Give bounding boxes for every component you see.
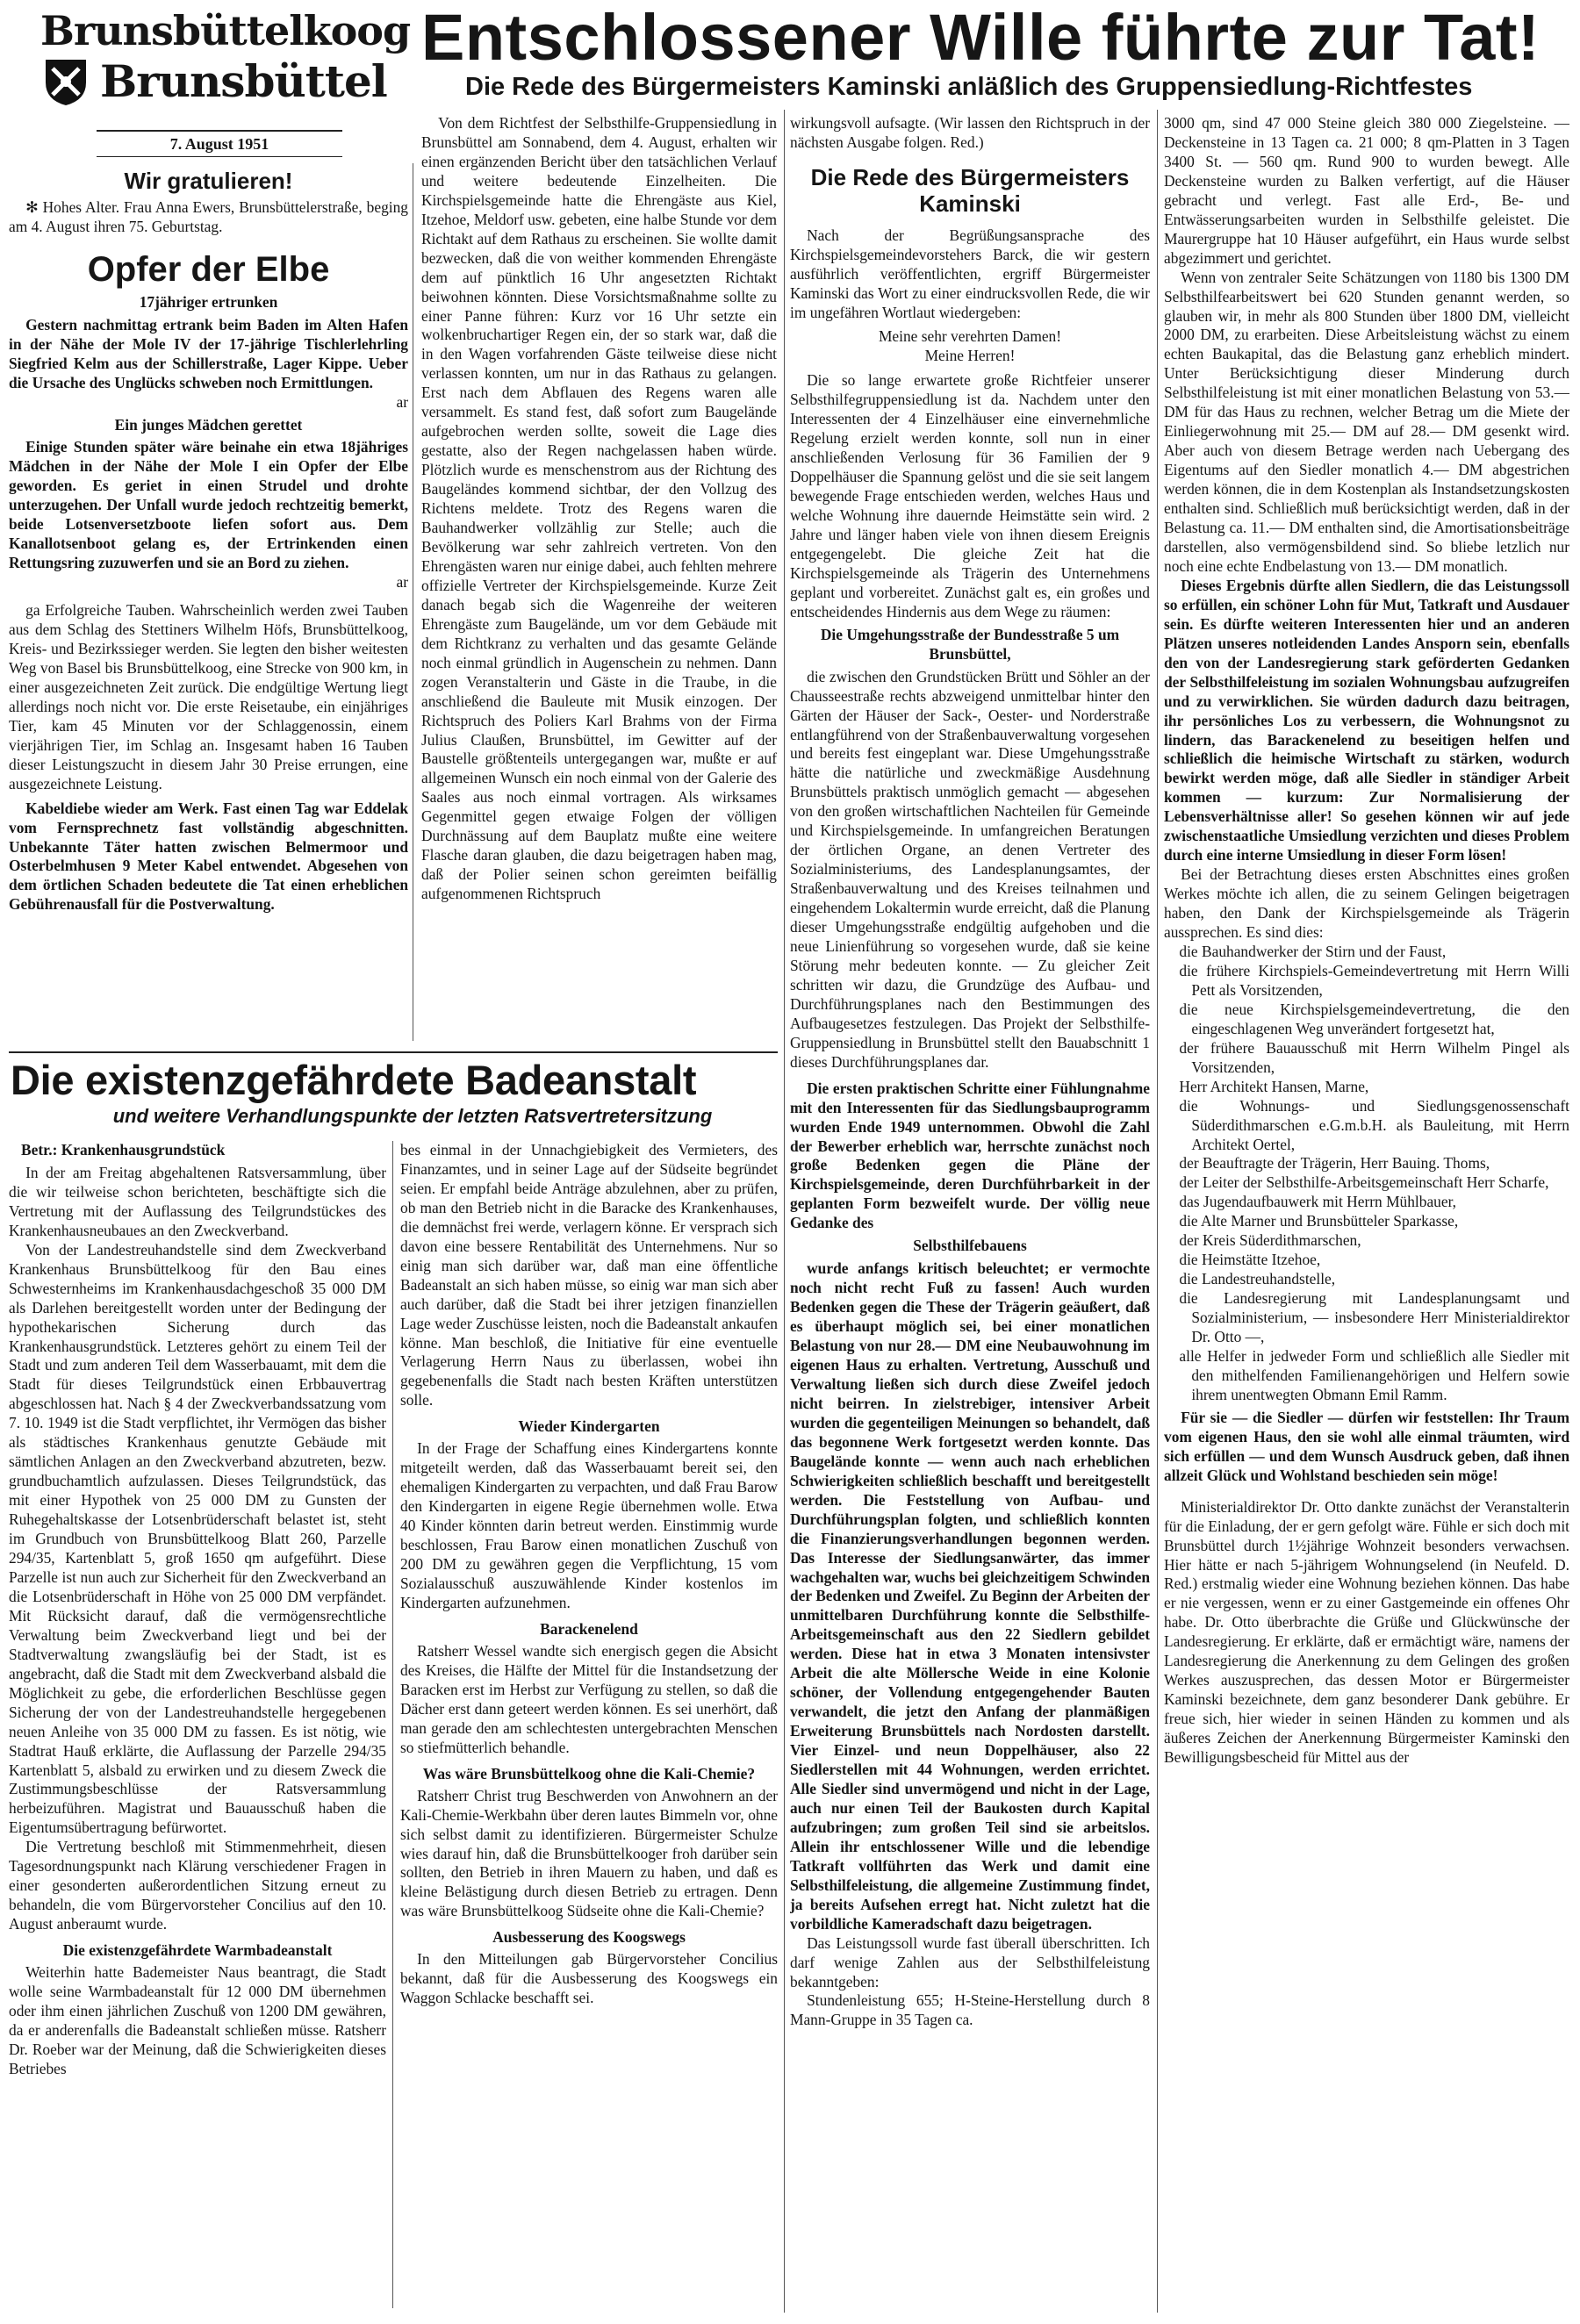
- thanks-item: die frühere Kirchspiels-Gemeindevertretung mit Herrn Willi Pett als Vorsitzenden,: [1179, 961, 1569, 999]
- bath2-p3: Ratsherr Wessel wandte sich energisch gegen die Absicht des Kreises, die Hälfte der Mittel für die Instandsetzung der Baracken erst im Herbst zur Verfügung zu stellen, so daß die Dächer erst dann geteert werden können. Es sei unerhört, daß man gerade den am schlechtesten untergebrachten Menschen so stiefmütterlich behandle.: [400, 1641, 778, 1756]
- speech-sub-1: Die Umgehungsstraße der Bundesstraße 5 um Brunsbüttel,: [820, 625, 1120, 663]
- speech-col3-p5: Für sie — die Siedler — dürfen wir feststellen: Ihr Traum vom eigenen Haus, den sie wohl alle einmal träumten, wird sich erfüllen — und dem Wunsch Ausdruck geben, daß ihnen allzeit Glück und Wohlstand beschieden sein möge!: [1164, 1408, 1569, 1484]
- girl-signature: ar: [396, 573, 408, 592]
- elbe-signature: ar: [396, 392, 408, 411]
- bath-headline: Die existenzgefährdete Badeanstalt: [11, 1057, 697, 1103]
- elbe-text: Gestern nachmittag ertrank beim Baden im Alten Hafen in der Nähe der Mole IV der 17-jährige Tischlerlehrling Siegfried Kelm aus der Schillerstraße, Lager Kippe. Ueber die Ursache des Unglücks schweben noch Ermittlungen.: [9, 315, 408, 391]
- thanks-item: Herr Architekt Hansen, Marne,: [1179, 1077, 1369, 1095]
- lead-headline: Entschlossener Wille führte zur Tat!: [421, 1, 1540, 74]
- thanks-item: die Landestreuhandstelle,: [1179, 1270, 1336, 1288]
- bath2-sub-koogsweg: Ausbesserung des Koogswegs: [492, 1928, 686, 1947]
- speech-col3-p1: 3000 qm, sind 47 000 Steine gleich 380 000 Ziegelsteine. — Deckensteine in 13 Tagen ca. 21 000; 8 qm-Platten in 3 Tagen 3400 St. — 560 qm. Rund 900 to wurden bewegt. Alle Deckensteine wurden zu Balken verfertigt, auf die Häuser gebracht und verlegt. Fast alle Erd-, Be- und Entwässerungsarbeiten wurden in Selbsthilfe geleistet. Die Maurergruppe hat 10 Häuser aufgeführt, ein Haus wurde selbst abgezimmert und gerichtet.: [1164, 114, 1569, 267]
- speech-p5: wurde anfangs kritisch beleuchtet; er vermochte noch nicht recht Fuß zu fassen! Auch wurden Bedenken gegen die These der Trägerin geäußert, daß es überhaupt möglich sei, bei einer monatlichen Belastung von nur 28.— DM eine Neubauwohnung im eigenen Haus zu erhalten. Vertretung, Ausschuß und Verwaltung ließen sich durch diese Zweifel jedoch nicht beirren. In zielstrebiger, intensiver Arbeit wurden die gegenteiligen Meinungen so behandelt, daß das begonnene Werk fortgesetzt werden konnte. Das Baugelände konnte — wenn auch nach erheblichen Schwierigkeiten schließlich beschafft und bereitgestellt werden. Die Feststellung von Aufbau- und Durchführungsplan folgten, und schließlich konnten die Finanzierungsverhandlungen begonnen werden. Das Interesse der Siedlungsanwärter, das immer wachgehalten war, wuchs bei gleichzeitigem Schwinden der Bedenken und Zweifel. Zu Beginn der Arbeiten der unmittelbaren Durchführung konnte die Selbsthilfe-Arbeitsgemeinschaft aus den 22 Siedlern gebildet werden. Diese hat in etwa 3 Monaten intensivster Arbeit die alte Möllersche Weide in eine Kolonie schöner, der Vollendung entgegengehender Bauten verwandelt, die jetzt den Anfang der planmäßigen Erweiterung Brunsbüttels nach Nordosten darstellt. Vier Einzel- und neun Doppelhäuser, also 22 Siedlerstellen mit 44 Wohnungen, werden errichtet. Alle Siedler sind unvermögend und nicht in der Lage, auch nur einen Teil der Baukosten durch Kapital aufzubringen; zum großen Teil sind sie arbeitslos. Allein ihr entschlossener Wille und die lebendige Tatkraft vollführten das Werk und damit eine Selbsthilfeleistung, die allgemeine Zustimmung findet, ja bereits Aufsehen erregt hat. Nicht zuletzt hat die vorbildliche Kameradschaft dazu beigetragen.: [790, 1259, 1150, 1933]
- speech-p2: Die so lange erwartete große Richtfeier unserer Selbsthilfegruppensiedlung ist da. Nachdem unter den Interessenten der 4 Einzelhäuser eine einvernehmliche Regelung erzielt werden konnte, soll nun in einer anschließenden Verlosung für 36 Familien der 9 Doppelhäuser die Spannung gelöst und die sie seit langem bewegende Frage entschieden werden, welches Haus und welche Wohnung ihre dauernde Heimstätte sein wird. 2 Jahre und länger haben viele von ihnen diesem Ereignis entgegengelebt. Die gleiche Zeit hat die Kirchspielsgemeinde als Trägerin des Unternehmens geplant und vorbereitet. Zunächst galt es, ein großes und entscheidendes Hindernis aus dem Wege zu räumen:: [790, 371, 1150, 620]
- bath2-p2: In der Frage der Schaffung eines Kindergartens konnte mitgeteilt werden, daß das Wasserbauamt bereit sei, den ehemaligen Kindergarten zu verpachten, und daß Frau Barow den Kindergarten in eigene Regie übernehmen wolle. Etwa 40 Kinder könnten darin betreut werden. Einstimmig wurde beschlossen, Frau Barow einen monatlichen Zuschuß von 200 DM zu gewähren gegen die Verpflichtung, 15 vom Sozialausschuß auszuwählende Kinder kostenlos im Kindergarten aufzunehmen.: [400, 1439, 778, 1611]
- issue-date: 7. August 1951: [169, 135, 269, 153]
- speech-p4: Die ersten praktischen Schritte einer Fühlungnahme mit den Interessenten für das Siedlungsbauprogramm wurden Ende 1949 unternommen. Obwohl die Zahl der Bewerber erheblich war, herrschte zunächst noch große Bedenken gegen die Pläne der Kirchspielsgemeinde, deren Durchführbarkeit in der geplanten Form bezweifelt wurde. Der völlig neue Gedanke des: [790, 1079, 1150, 1232]
- coat-of-arms-icon: [40, 56, 91, 107]
- bath-betr: Betr.: Krankenhausgrundstück: [21, 1141, 226, 1158]
- speech-greeting-2: Meine Herren!: [924, 347, 1016, 365]
- speech-p7: Stundenleistung 655; H-Steine-Herstellung durch 8 Mann-Gruppe in 35 Tagen ca.: [790, 1991, 1150, 2029]
- girl-title: Ein junges Mädchen gerettet: [114, 415, 303, 434]
- bath-column-1: [9, 1141, 386, 2317]
- elbe-title: Opfer der Elbe: [87, 249, 330, 289]
- speech-col3-p3: Dieses Ergebnis dürfte allen Siedlern, die das Leistungssoll so erfüllen, ein schöner Lohn für Mut, Tatkraft und Ausdauer sein. Es dürfte weiteren Interessenten hier und an anderen Plätzen unseres notleidenden Landes Ansporn sein, ebenfalls den von der Landesregierung stark geförderten Gedanken der Selbsthilfeleistung im sozialen Wohnungsbau aufzugreifen und zu verwirklichen. Sie würden dadurch dazu beitragen, ihr persönliches Los zu verbessern, die Wohnungsnot zu lindern, das Barackenelend zu beseitigen helfen und schließlich die heimische Wirtschaft zu stärken, wodurch bewirkt werden möge, daß alle Siedler in ständiger Arbeit kommen — kurzum: Zur Normalisierung der Lebensverhältnisse aller! So gesehen können wir auf jede zwischenstaatliche Umsiedlung verzichten und dieses Problem durch eine interne Umsiedlung in dieser Form lösen!: [1164, 576, 1569, 864]
- thanks-item: das Jugendaufbauwerk mit Herrn Mühlbauer,: [1179, 1193, 1457, 1211]
- thanks-item: alle Helfer in jedweder Form und schließlich alle Siedler mit den mithelfenden Familienangehörigen und Helfern sowie ihrem unentwegten Obmann Emil Ramm.: [1179, 1347, 1569, 1403]
- speech-sub-2: Selbsthilfebauens: [913, 1237, 1027, 1255]
- bath-p1: In der am Freitag abgehaltenen Ratsversammlung, über die wir teilweise schon berichteten, beschäftigte sich die Vertretung mit der Auflassung des Teilgrundstückes des Krankenhausneubaues an den Zweckverband.: [9, 1163, 386, 1239]
- girl-text: Einige Stunden später wäre beinahe ein etwa 18jähriges Mädchen in der Nähe der Mole I ein Opfer der Elbe geworden. Es geriet in einen Strudel und drohte unterzugehen. Der Unfall wurde jedoch rechtzeitig bemerkt, beide Lotsenversetzboote liefen sofort aus. Dem Kanallotsenboot gelang es, der Ertrinkenden einen Rettungsring zuzuwerfen und sie an Bord zu ziehen.: [9, 438, 408, 572]
- thanks-item: die Alte Marner und Brunsbütteler Sparkasse,: [1179, 1212, 1459, 1230]
- thanks-item: die Heimstätte Itzehoe,: [1179, 1251, 1321, 1269]
- bath-column-2: [400, 1141, 778, 2317]
- thanks-item: der Kreis Süderdithmarschen,: [1179, 1231, 1361, 1250]
- thanks-list: [1164, 943, 1569, 1405]
- lead-column-2: [790, 114, 1150, 2317]
- thanks-item: die Bauhandwerker der Stirn und der Faust,: [1179, 942, 1447, 960]
- elbe-subtitle: 17jähriger ertrunken: [139, 292, 278, 311]
- left-news-column: [9, 163, 408, 1046]
- thanks-item: die neue Kirchspielsgemeindevertretung, die den eingeschlagenen Weg unverändert fortgesetzt hat,: [1179, 1000, 1569, 1037]
- lead-column-1: [421, 114, 777, 1046]
- thanks-item: die Wohnungs- und Siedlungsgenossenschaft Süderdithmarschen e.G.m.b.H. als Bauleitung, mit Herrn Architekt Oertel,: [1179, 1096, 1569, 1153]
- speech-p3: die zwischen den Grundstücken Brütt und Söhler an der Chausseestraße rechts abzweigend unmittelbar hinter den Gärten der Häuser der Sack-, Oester- und Norderstraße entlangführend von der Straßenbauverwaltung vorgesehen und bereits fest eingeplant war. Diese Umgehungsstraße hätte die natürliche und zweckmäßige Ausdehnung Brunsbüttels praktisch unmöglich gemacht — abgesehen von den großen wirtschaftlichen Nachteilen für Gemeinde und Kirchspielsgemeinde. In umfangreichen Beratungen der örtlichen Organe, an denen Vertreter des Sozialministeriums, des Landesplanungsamtes, der Straßenbauverwaltung und des Kreises teilnahmen und eingehendem Lokaltermin wurde erreicht, daß die Planung dieser Umgehungsstraße endgültig aufgehoben und die neue Linienführung so vorgesehen wurde, daß sie keine Störung mehr bedeuten konnte. — Zu gleicher Zeit schritten wir dazu, die Grundzüge des Aufbau- und Durchführungsplanes nach den Bestimmungen des Aufbaugesetzes festzulegen. Das Projekt der Selbsthilfe-Gruppensiedlung in Brunsbüttel stellt den Bauabschnitt 1 dieses Durchführungsplanes dar.: [790, 667, 1150, 1071]
- speech-greeting-1: Meine sehr verehrten Damen!: [878, 327, 1062, 346]
- bath-subheadline: und weitere Verhandlungspunkte der letzten Ratsvertretersitzung: [112, 1105, 713, 1127]
- speech-col3-p2: Wenn von zentraler Seite Schätzungen von 1180 bis 1300 DM Selbsthilfearbeitswert bei 620 Stunden genannt werden, so glauben wir, in mehr als 800 Stunden über 1800 DM, vielleicht 2000 DM, zu erarbeiten. Diese Arbeitsleistung wächst zu einem echten Baukapital, das die Belastung ganz erheblich mindert. Unter Berücksichtigung dieser Minderung durch Selbsthilfeleistung ist mit einer monatlichen Belastung von 53.— DM für das Haus zu rechnen, welcher Betrag um die Miete der Einliegerwohnung mit 25.— DM auf 28.— DM gesenkt wird. Aber auch von diesem Betrage werden nach Uebergang des Eigentums auf den Siedler monatlich 4.— DM abgestrichen werden können, die in dem Kostenplan als Instandsetzungskosten enthalten sind. Schließlich muß berücksichtigt werden, daß in der Belastung ca. 11.— DM enthalten sind, die Amortisationsbeiträge darstellen, also vermögensbildend sind. So bliebe letzlich nur noch eine echte Endbelastung von 13.— DM monatlich.: [1164, 268, 1569, 575]
- lead-col2-intro: wirkungsvoll aufsagte. (Wir lassen den Richtspruch in der nächsten Ausgabe folgen. Red.): [790, 114, 1150, 151]
- speech-headline: Die Rede des Bürgermeisters Kaminski: [810, 163, 1130, 217]
- thanks-item: der frühere Bauausschuß mit Herrn Wilhelm Pingel als Vorsitzenden,: [1179, 1038, 1569, 1076]
- bath2-sub-barracks: Barackenelend: [540, 1619, 638, 1638]
- speech-col3-p4: Bei der Betrachtung dieses ersten Abschnittes eines großen Werkes möchte ich allen, die zu seinem Gelingen beigetragen haben, den Dank der Kirchspielsgemeinde als Trägerin aussprechen. Es sind dies:: [1164, 865, 1569, 942]
- masthead-title-2: Brunsbüttel: [100, 55, 387, 107]
- lead-subheadline: Die Rede des Bürgermeisters Kaminski anläßlich des Gruppensiedlung-Richtfestes: [465, 73, 1473, 101]
- masthead-title-1: Brunsbüttelkoog: [40, 7, 411, 54]
- bath2-p5: In den Mitteilungen gab Bürgervorsteher Concilius bekannt, daß für die Ausbesserung des Koogswegs ein Waggon Schlacke beschafft sei.: [400, 1950, 778, 2007]
- speech-p1: Nach der Begrüßungsansprache des Kirchspielsgemeindevorstehers Barck, die wir gestern ausführlich veröffentlichten, ergriff Bürgermeister Kaminski das Wort zu einer eindrucksvollen Rede, die wir im ungefähren Wortlaut wiedergeben:: [790, 226, 1150, 321]
- bath-p3: Die Vertretung beschloß mit Stimmenmehrheit, diesen Tagesordnungspunkt nach Klärung verschiedener Fragen in einer gesonderten außerordentlichen Sitzung erneut zu behandeln, die vom Bürgervorsteher Concilius auf den 10. August anberaumt wurde.: [9, 1838, 386, 1933]
- bath-p2: Von der Landestreuhandstelle sind dem Zweckverband Krankenhaus Brunsbüttelkoog für den Bau eines Schwesternheims im Krankenhausdachgeschoß 35 000 DM als Darlehen bereitgestellt worden unter der Bedingung der hypothekarischen Sicherung durch das Krankenhausgrundstück. Letzteres gehört zu einem Teil der Stadt und zum anderen Teil dem Wasserbauamt, mit dem die Stadt für dieses Teilgrundstück einen Erbbauvertrag abgeschlossen hat. Nach § 4 der Zweckverbandssatzung vom 7. 10. 1949 ist die Stadt verpflichtet, ihr Vermögen das bisher als städtisches Krankenhaus genutzte Gebäude mit sämtlichen Anlagen an den Zweckverband abzutreten, bezw. grundbuchamtlich aufzulassen. Dieses Teilgrundstück, das mit einer Hypothek von 25 000 DM zu Gunsten der Ruhegehaltskasse der Lotsenbrüderschaft belastet ist, steht im Grundbuch von Brunsbüttelkoog Blatt 260, Parzelle 294/35, Kartenblatt 5, groß 1650 qm aufgeführt. Diese Parzelle ist nun auch zur Sicherheit für den Zweckverband an die Lotsenbrüderschaft in Höhe von 25 000 DM verpfändet. Mit Rücksicht darauf, daß die vermögensrechtliche Verwaltung beim Zweckverband liegt und bei der Stadtverwaltung zwangsläufig bei der Stadt, ist es angebracht, daß die Stadt mit dem Zweckverband alsbald die Möglichkeit zu gebe, die erforderlichen Beschlüsse gegen Sicherung der von der Landestreuhandstelle hergegebenen neuen Anleihe von 35 000 DM zu fassen. Es ist nötig, wie Stadtrat Hauß erklärte, die Auflassung der Parzelle 294/35 Kartenblatt 5, alsbald zu erwirken und zu diesem Zweck die Zustimmungsbeschlüsse der Ratsversammlung herbeizuführen. Magistrat und Bauausschuß haben die Eigentumsübertragung befürwortet.: [9, 1240, 386, 1837]
- bath-p4: Weiterhin hatte Bademeister Naus beantragt, die Stadt wolle seine Warmbadeanstalt für 12 000 DM übernehmen oder ihm einen jährlichen Zuschuß von 1200 DM gewähren, da er anderenfalls die Badeanstalt schließen müsse. Ratsherr Dr. Roeber war der Meinung, daß die Schwierigkeiten dieses Betriebes: [9, 1963, 386, 2077]
- bath2-p4: Ratsherr Christ trug Beschwerden von Anwohnern an der Kali-Chemie-Werkbahn über deren lautes Bimmeln vor, ohne sich selbst damit zu identifizieren. Bürgermeister Schulze wies darauf hin, daß die Brunsbüttelkooger froh darüber sein sollten, den Betrieb in ihren Mauern zu haben, und daß es kleine Belästigung durch diesen Betrieb zu ertragen. Denn was wäre Brunsbüttelkoog Südseite ohne die Kali-Chemie?: [400, 1786, 778, 1920]
- congrats-title: Wir gratulieren!: [124, 168, 293, 194]
- speech-col3-p6: Ministerialdirektor Dr. Otto dankte zunächst der Veranstalterin für die Einladung, der er gern gefolgt wäre. Fühle er sich doch mit Brunsbüttel durch 1½jährige Wohnzeit besonders verwachsen. Hier hätte er nach 5-jährigem Wohnungselend (in Neufeld. D. Red.) erstmalig wieder eine Wohnung beziehen können. Das habe er nie vergessen, wenn er zu einer Gastgemeinde ein offenes Ohr habe. Dr. Otto überbrachte die Grüße und Glückwünsche der Landesregierung. Er erklärte, daß er ermächtigt wäre, namens der Landesregierung die Anerkennung zu dem Gelingen des großen Werkes auszusprechen, das dessen Motor er Bürgermeister Kaminski bezeichnete, dem ganz besonderer Dank gebühre. Er freue sich, hier wieder in seinen Händen zu kommen und als äußeres Zeichen der Anerkennung Bürgermeister Kaminski den Bewilligungsbescheid für Mittel aus der: [1164, 1497, 1569, 1767]
- lead-column-3: [1164, 114, 1569, 2317]
- lead-col1-text: Von dem Richtfest der Selbsthilfe-Gruppensiedlung in Brunsbüttel am Sonnabend, dem 4. August, erhalten wir einen ergänzenden Bericht über den tatsächlichen Verlauf und weitere bedeutende Einzelheiten. Die Kirchspielsgemeinde hatte die Ehrengäste aus Kiel, Itzehoe, Meldorf usw. gebeten, eine halbe Stunde vor dem Richtakt auf dem Rathaus zu erscheinen. Sie wollte damit bezwecken, daß die von weither kommenden Ehrengäste dem auf pünktlich 16 Uhr angesetzten Richtakt beiwohnen könnten. Diese Vorsichtsmaßnahme sollte zu einer Panne führen: Kurz vor 16 Uhr setzte ein wolkenbruchartiger Regen ein, der so stark war, daß die in den Wagen vorfahrenden Gäste teilweise diese nicht verlassen konnten, um nur in das Rathaus zu gelangen. Erst nach dem Abflauen des Regens waren alle versammelt. Es stand fest, daß sofort zum Baugelände aufgebrochen werden sollte, soweit die Lage dies gestatte, also der Regen nachgelassen haben würde. Plötzlich wurde es menschenstrom aus der Richtung des Baugeländes kommend sichtbar, der den Vollzug des Richtens meldete. Trotz des Regens waren die Bauhandwerker vollzählig zur Stelle; auch die Bevölkerung war sehr zahlreich vertreten. Von den Ehrengästen waren nur einige dabei, auch fehlten mehrere offizielle Vertreter der Kirchspielsgemeinde. Kurze Zeit danach begab sich die Wagenreihe der weiteren Ehrengäste zum Baugelände, um vor dem Gebäude mit dem Richtkranz zu verhalten und das gesamte Gelände noch einmal gründlich in Augenschein zu nehmen. Dann zogen Veranstalterin und Gäste in die Traube, in die anschließend die Bauleute mit Musik einzogen. Der Richtspruch des Poliers Karl Brahms von der Firma Julius Claußen, Brunsbüttel, im Gewitter auf der Baustelle größtenteils untergegangen war, mußte er auf allgemeinen Wunsch ein noch einmal von der Galerie des Saales aus noch einmal vortragen. Als wirksames Gegenmittel gegen etwaige Folgen der völligen Durchnässung auf dem Bauplatz mußte eine weitere Flasche daran glauben, die dazu beigetragen haben mag, daß der Polier seinen schon gereimten beifällig aufgenommenen Richtspruch: [421, 114, 777, 903]
- bath-sub-warmbad: Die existenzgefährdete Warmbadeanstalt: [62, 1941, 333, 1960]
- thanks-item: der Leiter der Selbsthilfe-Arbeitsgemeinschaft Herr Scharfe,: [1179, 1173, 1549, 1192]
- speech-p6: Das Leistungssoll wurde fast überall überschritten. Ich darf wenige Zahlen aus der Selbsthilfeleistung bekanntgeben:: [790, 1933, 1150, 1990]
- doves-text: ga Erfolgreiche Tauben. Wahrscheinlich werden zwei Tauben aus dem Schlag des Stettiners Wilhelm Höfs, Brunsbüttelkoog, Kreis- und Bezirkssieger werden. Sie legten den bisher weitesten Weg von Basel bis Brunsbüttelkoog, eine Strecke von 900 km, in einer ausgezeichneten Zeit zurück. Die endgültige Wertung liegt allerdings noch nicht vor. Die erste Reisetaube, ein einjähriges Tier, kam 45 Minuten vor der Schlaggenossin, einem vierjährigen Tier, im Schlag an. Insgesamt haben 16 Tauben dieser Leistungszucht in diesem Jahr 30 Preise errungen, eine ausgezeichnete Leistung.: [9, 601, 408, 793]
- cable-text: Kabeldiebe wieder am Werk. Fast einen Tag war Eddelak vom Fernsprechnetz fast vollständig abgeschnitten. Unbekannte Täter hatten zwischen Belmermoor und Osterbelmhusen 9 Meter Kabel entwendet. Abgesehen von dem örtlichen Schaden bedeutete die Tat einen erheblichen Gebührenausfall für die Postverwaltung.: [9, 799, 408, 914]
- bath2-p1: bes einmal in der Unnachgiebigkeit des Vermieters, des Finanzamtes, und in seiner Lage auf der Südseite begründet seien. Er empfahl beide Anträge abzulehnen, aber zu prüfen, ob man den Betrieb nicht in die Baracke des Krankenhauses, die demnächst frei werde, verlagern könne. Er versprach sich davon eine bessere Rentabilität des Unternehmens. Nur so einig man sich darüber war, daß man eine öffentliche Badeanstalt an sich haben müsse, so einig war man sich aber auch darüber, daß die Stadt bei ihrer jetzigen finanziellen Lage weder Zuschüsse leisten, noch die Badeanstalt ankaufen könne. Man beschloß, die Initiative für eine eventuelle Verlagerung Herrn Naus zu überlassen, wobei ihn gegebenenfalls die Stadt nach besten Kräften unterstützen solle.: [400, 1141, 778, 1409]
- thanks-item: der Beauftragte der Trägerin, Herr Bauing. Thoms,: [1179, 1154, 1490, 1173]
- bath2-sub-kindergarten: Wieder Kindergarten: [518, 1417, 660, 1436]
- thanks-item: die Landesregierung mit Landesplanungsamt und Sozialministerium, — insbesondere Herr Ministerialdirektor Dr. Otto —,: [1179, 1289, 1569, 1346]
- bath2-sub-kalichemie: Was wäre Brunsbüttelkoog ohne die Kali-Chemie?: [422, 1764, 756, 1782]
- congrats-text: ✻ Hohes Alter. Frau Anna Ewers, Brunsbüttelerstraße, beging am 4. August ihren 75. Geburtstag.: [9, 197, 408, 235]
- masthead: [40, 7, 411, 139]
